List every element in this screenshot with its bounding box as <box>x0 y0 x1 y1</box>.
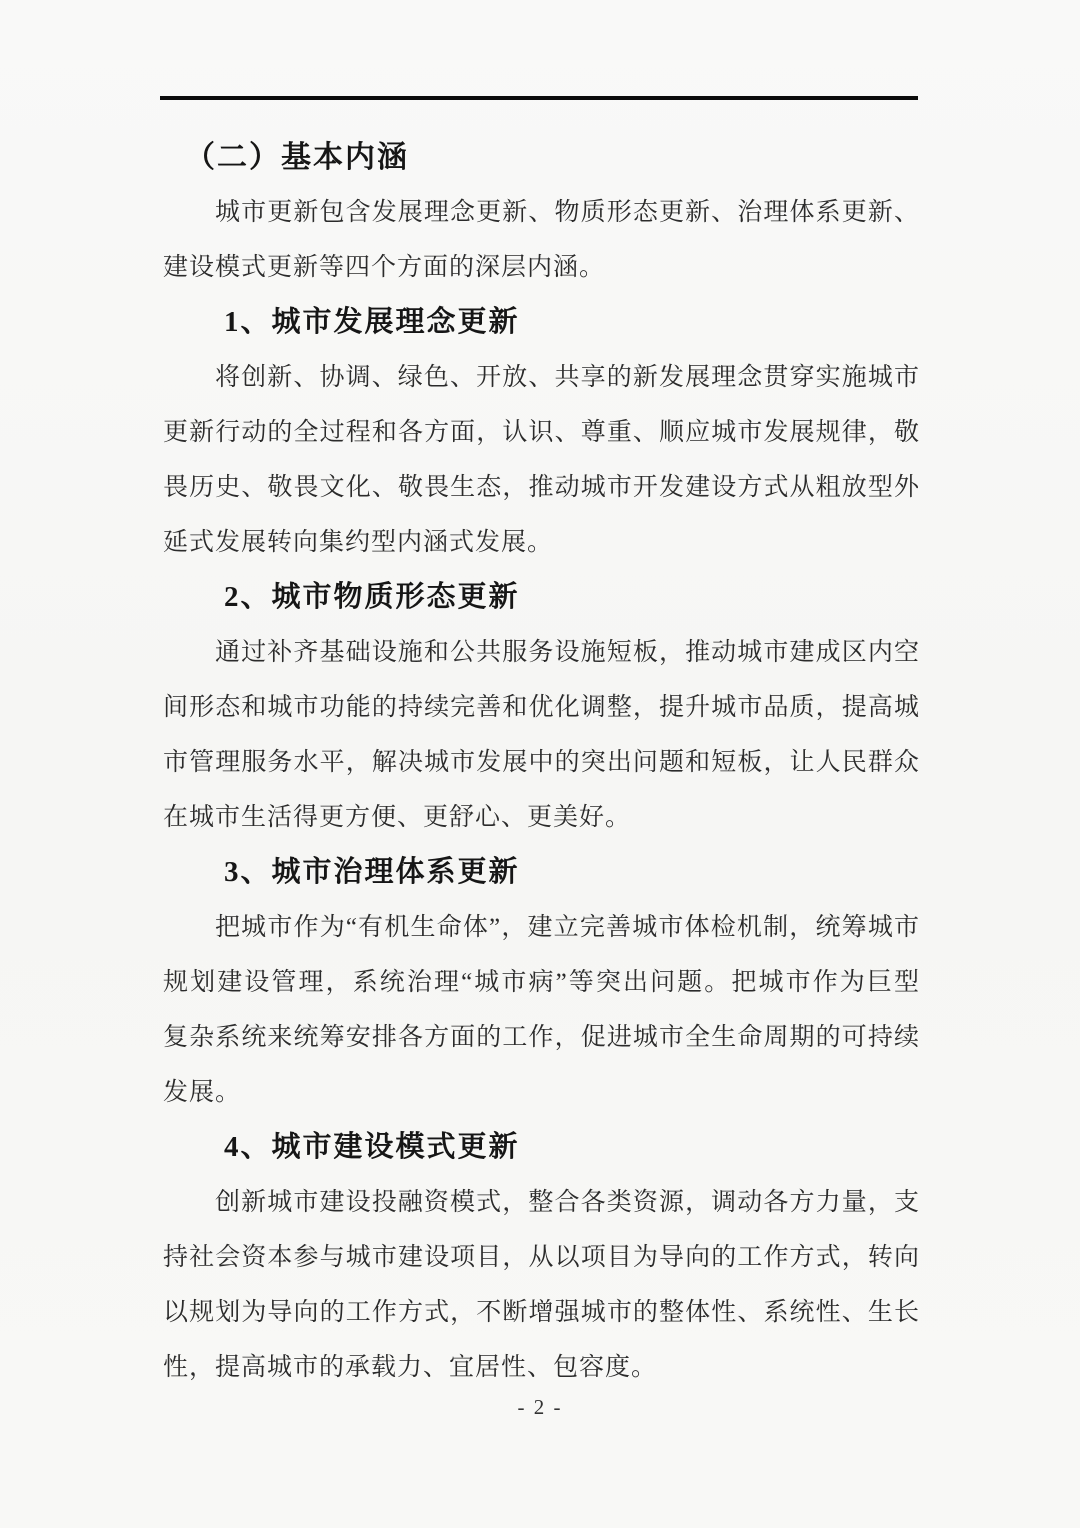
paragraph-line: 间形态和城市功能的持续完善和优化调整，提升城市品质，提高城 <box>163 694 919 721</box>
paragraph-line: 畏历史、敬畏文化、敬畏生态，推动城市开发建设方式从粗放型外 <box>163 474 919 501</box>
paragraph-line: 创新城市建设投融资模式，整合各类资源，调动各方力量，支 <box>215 1189 919 1216</box>
section-heading-1: 1、城市发展理念更新 <box>224 306 520 338</box>
paragraph-line: 建设模式更新等四个方面的深层内涵。 <box>163 254 606 281</box>
document-body <box>163 130 919 1395</box>
section-heading-2: 2、城市物质形态更新 <box>224 581 520 613</box>
paragraph-line: 城市更新包含发展理念更新、物质形态更新、治理体系更新、 <box>215 199 919 226</box>
paragraph-line: 把城市作为“有机生命体”，建立完善城市体检机制，统筹城市 <box>215 914 919 941</box>
section-heading-4: 4、城市建设模式更新 <box>224 1131 520 1163</box>
paragraph-line: 发展。 <box>163 1079 242 1106</box>
paragraph-line: 复杂系统来统筹安排各方面的工作，促进城市全生命周期的可持续 <box>163 1024 919 1051</box>
paragraph-line: 延式发展转向集约型内涵式发展。 <box>163 529 554 556</box>
paragraph-line: 更新行动的全过程和各方面，认识、尊重、顺应城市发展规律，敬 <box>163 419 919 446</box>
section-heading-main: （二）基本内涵 <box>185 141 409 174</box>
paragraph-line: 市管理服务水平，解决城市发展中的突出问题和短板，让人民群众 <box>163 749 919 776</box>
paragraph-line: 持社会资本参与城市建设项目，从以项目为导向的工作方式，转向 <box>163 1244 919 1271</box>
paragraph-line: 将创新、协调、绿色、开放、共享的新发展理念贯穿实施城市 <box>215 364 919 391</box>
paragraph-line: 规划建设管理，系统治理“城市病”等突出问题。把城市作为巨型 <box>163 969 919 996</box>
paragraph-line: 在城市生活得更方便、更舒心、更美好。 <box>163 804 632 831</box>
header-rule <box>160 96 918 100</box>
paragraph-line: 以规划为导向的工作方式，不断增强城市的整体性、系统性、生长 <box>163 1299 919 1326</box>
section-heading-3: 3、城市治理体系更新 <box>224 856 520 888</box>
paragraph-line: 性，提高城市的承载力、宜居性、包容度。 <box>163 1354 658 1381</box>
page-number: - 2 - <box>517 1395 563 1419</box>
paragraph-line: 通过补齐基础设施和公共服务设施短板，推动城市建成区内空 <box>215 639 919 666</box>
